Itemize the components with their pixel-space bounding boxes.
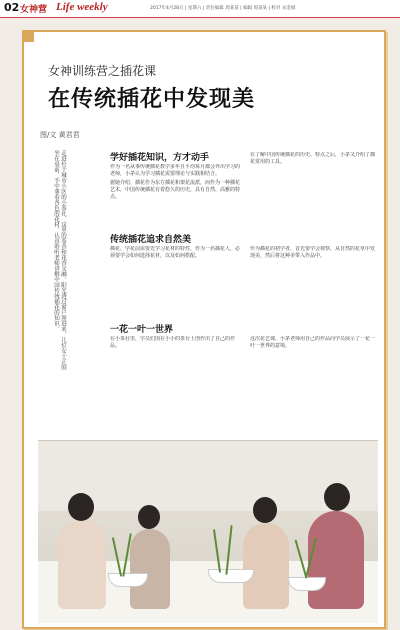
- article-headline: 在传统插花中发现美: [48, 86, 256, 112]
- photo-person-1: [58, 519, 106, 609]
- section-title-2: 传统插花追求自然美: [110, 235, 192, 245]
- photo-head-1: [68, 493, 94, 521]
- section-title-3: 一花一叶一世界: [110, 325, 174, 335]
- section-3-column-right: [250, 336, 378, 436]
- class-photo: [38, 440, 378, 623]
- section-1-paragraph-3: 在了解中国传统插花的历史、特点之后，小茅又介绍了插花常用的工具。: [250, 152, 376, 165]
- section-name: 女神营: [20, 5, 48, 15]
- photo-bowl-1: [108, 573, 148, 587]
- photo-person-4: [308, 511, 364, 609]
- photo-head-3: [253, 497, 277, 523]
- section-title-1: 学好插花知识，方才动手: [110, 153, 210, 163]
- section-1-paragraph-1: 作为一名从事传统插花教学多年且平均每月都会外出学习的老师，小茅认为学习插花需要理论与实践相结合。: [110, 164, 241, 177]
- photo-bowl-2: [208, 569, 254, 583]
- section-2-column-left: [110, 246, 242, 316]
- photo-head-2: [138, 505, 160, 529]
- photo-person-2: [130, 529, 170, 609]
- photo-head-4: [324, 483, 350, 511]
- section-3-paragraph-1: 在小茶社里，学员们围在小小的茶台上创作出了自己的作品。: [110, 336, 236, 349]
- section-2-paragraph-2: 作为插花的初学者，首先要学会观察，从自然的花草中发现美，然后将这种美带入作品中。: [250, 246, 376, 259]
- section-1-column-right: [250, 152, 378, 232]
- header-meta: 2017年4月28日 | 星期六 | 责任编辑 周某某 | 编辑 周某某 | 校对 宋金斌: [150, 6, 296, 11]
- section-3-column-left: [110, 336, 242, 436]
- photo-person-3: [243, 523, 289, 609]
- page-header: [0, 0, 400, 18]
- photo-bowl-3: [288, 577, 326, 591]
- intro-column: [52, 150, 100, 380]
- article-kicker: 女神训练营之插花课: [48, 64, 157, 78]
- frame-corner: [22, 30, 34, 42]
- intro-text: 走进位于城市小区的小茶社，这里的茶香和花香交融。阳光透过窗户照进来，几位女士正围坐在桌前，手中拿着各色的花材，认真聆听老师讲解中国传统插花的知识。: [53, 150, 66, 370]
- section-2-column-right: [250, 246, 378, 316]
- section-1-paragraph-2: 据她介绍，插花作为东方插花和架花流派，而作为一种插花艺术，中国传统插花有着悠久的历史，具有自然、高雅的特点。: [110, 180, 241, 200]
- article-byline: 图/文 黄君君: [40, 131, 80, 139]
- weekly-title: Life weekly: [56, 1, 108, 13]
- section-3-paragraph-2: 这次花艺课，小茅老师用自己的作品向学员展示了一花一叶一世界的意境。: [250, 336, 376, 349]
- page-number: 02: [4, 1, 20, 14]
- section-2-paragraph-1: 插花、学花前需要先学习花材的特性，作为一名插花人，必须要学会如何选择花材，以及如何搭配。: [110, 246, 241, 259]
- section-1-column-left: [110, 164, 242, 214]
